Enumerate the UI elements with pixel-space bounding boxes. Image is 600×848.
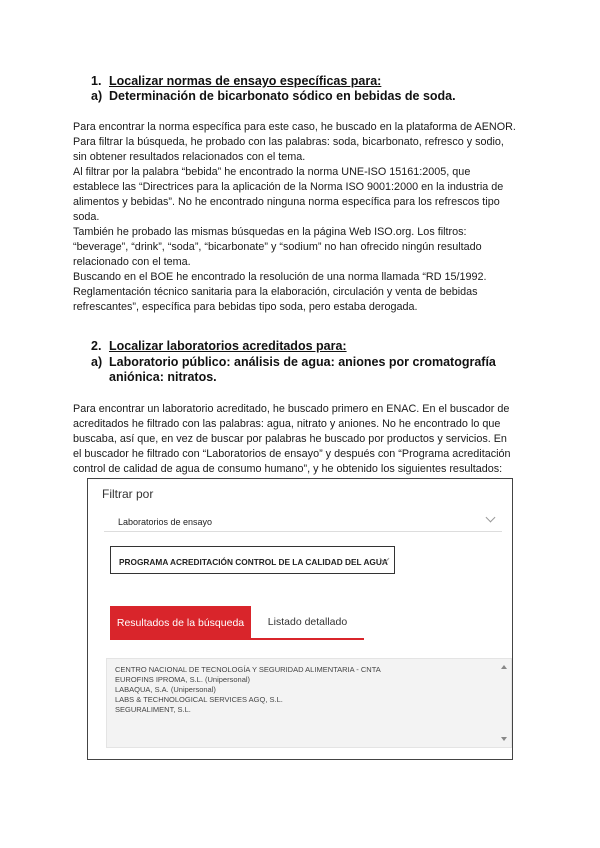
scroll-down-arrow-icon[interactable]: [501, 737, 507, 741]
section2-sub-title: Laboratorio público: análisis de agua: aniones por cromatografía aniónica: nitratos.: [109, 355, 496, 384]
section2-number: 2.: [91, 339, 102, 353]
list-item[interactable]: EUROFINS IPROMA, S.L. (Unipersonal): [115, 675, 251, 684]
list-item[interactable]: LABAQUA, S.A. (Unipersonal): [115, 685, 216, 694]
program-select-value: PROGRAMA ACREDITACIÓN CONTROL DE LA CALIDAD DEL AGUA: [119, 557, 388, 567]
filter-title: Filtrar por: [102, 487, 154, 501]
section2-title: Localizar laboratorios acreditados para:: [109, 339, 347, 353]
list-item[interactable]: CENTRO NACIONAL DE TECNOLOGÍA Y SEGURIDAD ALIMENTARIA - CNTA: [115, 665, 381, 674]
category-select-value: Laboratorios de ensayo: [118, 517, 213, 527]
section2-body: [73, 402, 518, 477]
list-item[interactable]: SEGURALIMENT, S.L.: [115, 705, 191, 714]
section1-sub-letter: a): [91, 89, 103, 103]
section1-paragraph: Para encontrar la norma específica para este caso, he buscado en la plataforma de AENOR. Para filtrar la búsqueda, he probado con las palabras: soda, bicarbonato, refresco y sodio, sin obtener resultados relacionados con el tema.: [73, 121, 516, 163]
section2-subheading: [91, 355, 509, 385]
section1-sub-title: Determinación de bicarbonato sódico en bebidas de soda.: [109, 89, 456, 103]
section1-number: 1.: [91, 74, 102, 88]
tab-search-results[interactable]: Resultados de la búsqueda: [110, 606, 251, 640]
tab-detailed-list[interactable]: Listado detallado: [251, 606, 364, 640]
list-item[interactable]: LABS & TECHNOLOGICAL SERVICES AGQ, S.L.: [115, 695, 283, 704]
section2-heading: [91, 339, 347, 353]
section2-sub-letter: a): [91, 355, 103, 369]
section1-heading: [91, 74, 381, 88]
enac-search-screenshot: [87, 478, 513, 760]
chevron-down-icon: [486, 513, 496, 523]
section1-subheading: [91, 89, 509, 104]
results-list: [106, 658, 512, 748]
scroll-up-arrow-icon[interactable]: [501, 665, 507, 669]
section1-paragraph: Buscando en el BOE he encontrado la resolución de una norma llamada “RD 15/1992. Reglamentación técnico sanitaria para la elaboración, circulación y venta de bebidas refrescantes”, específica para bebidas tipo soda, pero estaba derogada.: [73, 271, 487, 313]
category-select[interactable]: [104, 511, 502, 532]
section1-body: [73, 120, 518, 315]
program-select[interactable]: [110, 546, 395, 574]
section2-paragraph: Para encontrar un laboratorio acreditado, he buscado primero en ENAC. En el buscador de acreditados he filtrado con las palabras: agua, nitrato y aniones. No he encontrado lo que buscaba, así que, en vez de buscar por palabras he buscado por productos y servicios. En el buscador he filtrado con “Laboratorios de ensayo” y después con “Programa acreditación control de calidad de agua de consumo humano”, y he obtenido los siguientes resultados:: [73, 403, 511, 475]
section1-paragraph: También he probado las mismas búsquedas en la página Web ISO.org. Los filtros: “beverage”, “drink”, “soda”, “bicarbonate” y “sodium” no han ofrecido ningún resultado relacionado con el tema.: [73, 226, 482, 268]
section1-paragraph: Al filtrar por la palabra “bebida” he encontrado la norma UNE-ISO 15161:2005, que establece las “Directrices para la aplicación de la Norma ISO 9001:2000 en la industria de alimentos y bebidas”. No he encontrado ninguna norma específica para los refrescos tipo soda.: [73, 166, 504, 223]
section1-title: Localizar normas de ensayo específicas para:: [109, 74, 382, 88]
